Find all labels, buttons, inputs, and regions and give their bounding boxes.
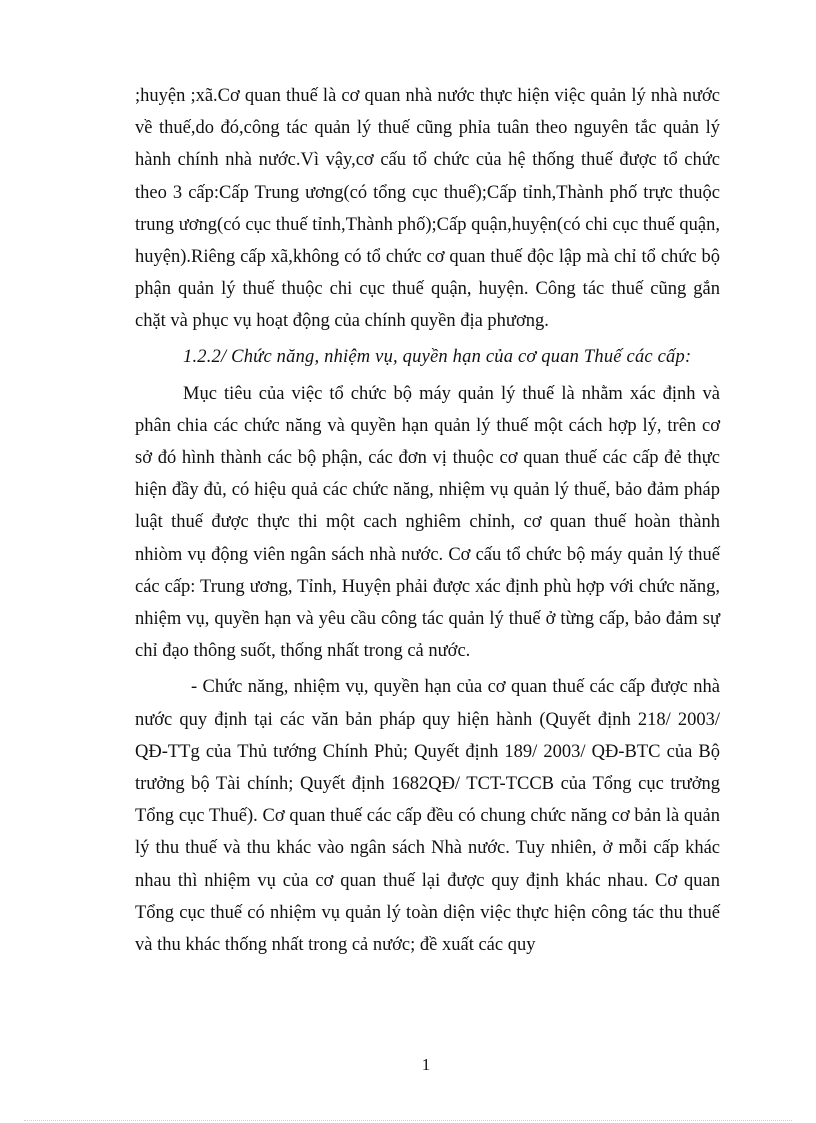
paragraph-tax-structure: ;huyện ;xã.Cơ quan thuế là cơ quan nhà nước thực hiện việc quản lý nhà nước về thuế,do đó,công tác quản lý thuế cũng phỉa tuân theo nguyên tắc quản lý hành chính nhà nước.Vì vậy,cơ cấu tổ chức của hệ thống thuế được tổ chức theo 3 cấp:Cấp Trung ương(có tổng cục thuế);Cấp tỉnh,Thành phố trực thuộc trung ương(có cục thuế tỉnh,Thành phố);Cấp quận,huyện(có chi cục thuế quận, huyện).Riêng cấp xã,không có tổ chức cơ quan thuế độc lập mà chỉ tổ chức bộ phận quản lý thuế thuộc chi cục thuế quận, huyện. Công tác thuế cũng gắn chặt và phục vụ hoạt động của chính quyền địa phương.: [135, 86, 720, 332]
section-heading-1-2-2: 1.2.2/ Chức năng, nhiệm vụ, quyền hạn của cơ quan Thuế các cấp:: [183, 346, 692, 367]
document-body: [135, 80, 720, 961]
paragraph-functions: - Chức năng, nhiệm vụ, quyền hạn của cơ quan thuế các cấp được nhà nước quy định tại các văn bản pháp quy hiện hành (Quyết định 218/ 2003/ QĐ-TTg của Thủ tướng Chính Phủ; Quyết định 189/ 2003/ QĐ-BTC của Bộ trưởng bộ Tài chính; Quyết định 1682QĐ/ TCT-TCCB của Tổng cục trưởng Tổng cục Thuế). Cơ quan thuế các cấp đều có chung chức năng cơ bản là quản lý thu thuế và thu khác vào ngân sách Nhà nước. Tuy nhiên, ở mỗi cấp khác nhau thì nhiệm vụ của cơ quan thuế lại được quy định khác nhau. Cơ quan Tổng cục thuế có nhiệm vụ quản lý toàn diện việc thực hiện công tác thu thuế và thu khác thống nhất trong cả nước; đề xuất các quy: [135, 677, 720, 956]
paragraph-objectives: Mục tiêu của việc tổ chức bộ máy quản lý thuế là nhằm xác định và phân chia các chức năng và quyền hạn quản lý thuế một cách hợp lý, trên cơ sở đó hình thành các bộ phận, các đơn vị thuộc cơ quan thuế các cấp đẻ thực hiện đầy đủ, có hiệu quả các chức năng, nhiệm vụ quản lý thuế, bảo đảm pháp luật thuế được thực thi một cach nghiêm chỉnh, cơ quan thuế hoàn thành nhiòm vụ động viên ngân sách nhà nước. Cơ cấu tổ chức bộ máy quản lý thuế các cấp: Trung ương, Tỉnh, Huyện phải được xác định phù hợp với chức năng, nhiệm vụ, quyền hạn và yêu cầu công tác quản lý thuế ở từng cấp, bảo đảm sự chỉ đạo thông suốt, thống nhất trong cả nước.: [135, 383, 720, 662]
page-bottom-rule: [24, 1120, 792, 1121]
page-number: 1: [421, 1055, 431, 1074]
